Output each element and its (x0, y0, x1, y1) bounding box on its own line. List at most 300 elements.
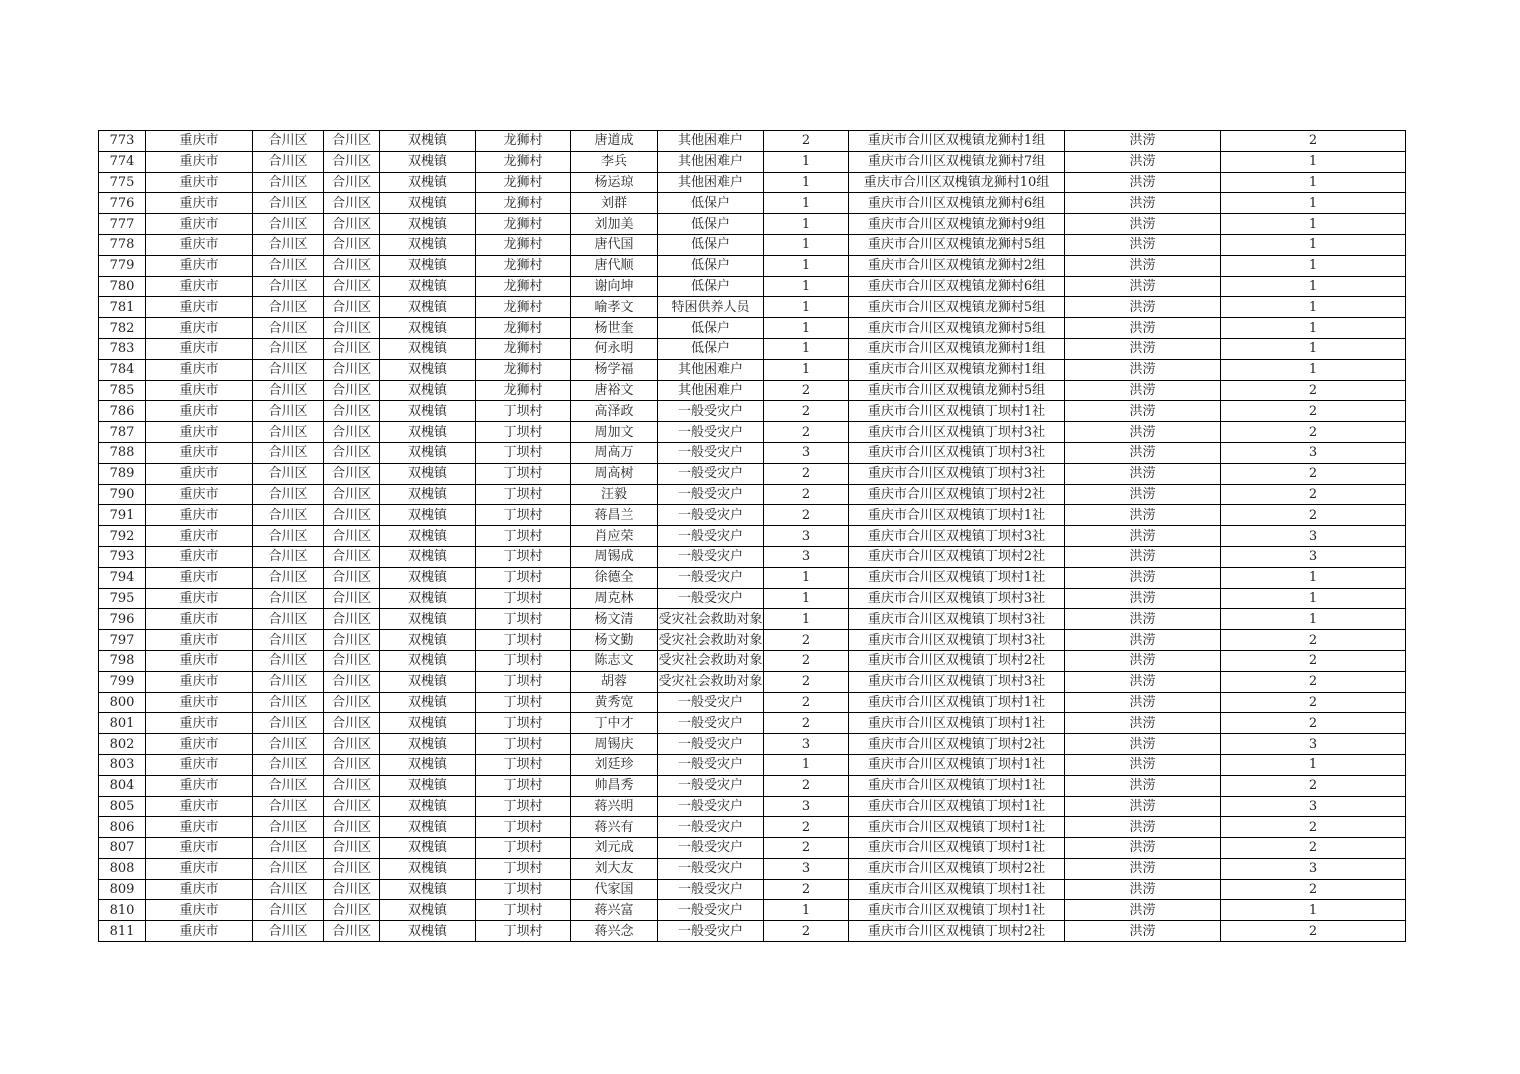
cell-city: 重庆市 (146, 775, 253, 796)
table-row (99, 234, 1406, 255)
cell-assisted-count: 1 (1221, 297, 1406, 318)
cell-household-type: 一般受灾户 (658, 546, 764, 567)
cell-town: 双槐镇 (380, 671, 476, 692)
cell-household-size: 1 (764, 359, 849, 380)
cell-row-number: 784 (99, 359, 146, 380)
cell-county: 合川区 (324, 380, 380, 401)
cell-district: 合川区 (253, 858, 324, 879)
cell-county: 合川区 (324, 255, 380, 276)
cell-assisted-count: 2 (1221, 879, 1406, 900)
cell-disaster-type: 洪涝 (1065, 588, 1221, 609)
cell-address: 重庆市合川区双槐镇龙狮村10组 (849, 172, 1065, 193)
cell-head-of-household: 周高树 (571, 463, 658, 484)
cell-disaster-type: 洪涝 (1065, 234, 1221, 255)
cell-district: 合川区 (253, 775, 324, 796)
cell-disaster-type: 洪涝 (1065, 754, 1221, 775)
cell-address: 重庆市合川区双槐镇丁坝村1社 (849, 401, 1065, 422)
cell-village: 丁坝村 (476, 692, 571, 713)
cell-household-size: 1 (764, 318, 849, 339)
cell-city: 重庆市 (146, 234, 253, 255)
cell-city: 重庆市 (146, 151, 253, 172)
cell-city: 重庆市 (146, 442, 253, 463)
cell-assisted-count: 1 (1221, 567, 1406, 588)
cell-city: 重庆市 (146, 650, 253, 671)
cell-address: 重庆市合川区双槐镇丁坝村3社 (849, 422, 1065, 443)
cell-household-type: 其他困难户 (658, 359, 764, 380)
cell-assisted-count: 1 (1221, 151, 1406, 172)
cell-town: 双槐镇 (380, 921, 476, 942)
cell-row-number: 785 (99, 380, 146, 401)
cell-household-size: 2 (764, 921, 849, 942)
table-row (99, 401, 1406, 422)
cell-assisted-count: 2 (1221, 650, 1406, 671)
table-row (99, 796, 1406, 817)
cell-disaster-type: 洪涝 (1065, 151, 1221, 172)
cell-district: 合川区 (253, 318, 324, 339)
cell-household-type: 低保户 (658, 255, 764, 276)
cell-town: 双槐镇 (380, 505, 476, 526)
cell-town: 双槐镇 (380, 234, 476, 255)
cell-head-of-household: 唐道成 (571, 131, 658, 152)
cell-address: 重庆市合川区双槐镇龙狮村6组 (849, 193, 1065, 214)
cell-address: 重庆市合川区双槐镇丁坝村1社 (849, 505, 1065, 526)
cell-village: 龙狮村 (476, 131, 571, 152)
cell-assisted-count: 1 (1221, 255, 1406, 276)
cell-district: 合川区 (253, 484, 324, 505)
cell-address: 重庆市合川区双槐镇龙狮村1组 (849, 131, 1065, 152)
table-row (99, 775, 1406, 796)
cell-row-number: 774 (99, 151, 146, 172)
cell-village: 龙狮村 (476, 297, 571, 318)
cell-address: 重庆市合川区双槐镇龙狮村5组 (849, 297, 1065, 318)
table-row (99, 318, 1406, 339)
cell-household-type: 低保户 (658, 234, 764, 255)
cell-village: 丁坝村 (476, 921, 571, 942)
cell-household-size: 2 (764, 422, 849, 443)
cell-disaster-type: 洪涝 (1065, 692, 1221, 713)
cell-county: 合川区 (324, 630, 380, 651)
cell-address: 重庆市合川区双槐镇龙狮村7组 (849, 151, 1065, 172)
cell-head-of-household: 刘廷珍 (571, 754, 658, 775)
cell-row-number: 810 (99, 900, 146, 921)
cell-county: 合川区 (324, 359, 380, 380)
cell-disaster-type: 洪涝 (1065, 526, 1221, 547)
cell-household-type: 受灾社会救助对象 (658, 671, 764, 692)
cell-household-size: 3 (764, 546, 849, 567)
cell-household-size: 1 (764, 255, 849, 276)
cell-village: 龙狮村 (476, 234, 571, 255)
cell-head-of-household: 蒋兴念 (571, 921, 658, 942)
cell-village: 丁坝村 (476, 505, 571, 526)
cell-village: 丁坝村 (476, 588, 571, 609)
cell-head-of-household: 胡蓉 (571, 671, 658, 692)
cell-household-size: 1 (764, 193, 849, 214)
cell-town: 双槐镇 (380, 401, 476, 422)
cell-household-size: 2 (764, 650, 849, 671)
cell-row-number: 789 (99, 463, 146, 484)
cell-head-of-household: 周锡成 (571, 546, 658, 567)
cell-disaster-type: 洪涝 (1065, 193, 1221, 214)
cell-district: 合川区 (253, 234, 324, 255)
cell-row-number: 782 (99, 318, 146, 339)
table-row (99, 817, 1406, 838)
cell-address: 重庆市合川区双槐镇丁坝村2社 (849, 858, 1065, 879)
table-row (99, 380, 1406, 401)
cell-head-of-household: 喻孝文 (571, 297, 658, 318)
cell-county: 合川区 (324, 526, 380, 547)
cell-county: 合川区 (324, 650, 380, 671)
cell-village: 丁坝村 (476, 671, 571, 692)
cell-household-type: 低保户 (658, 276, 764, 297)
cell-household-type: 低保户 (658, 214, 764, 235)
cell-disaster-type: 洪涝 (1065, 422, 1221, 443)
cell-town: 双槐镇 (380, 276, 476, 297)
cell-head-of-household: 杨运琼 (571, 172, 658, 193)
cell-head-of-household: 唐裕文 (571, 380, 658, 401)
cell-row-number: 790 (99, 484, 146, 505)
cell-district: 合川区 (253, 422, 324, 443)
cell-head-of-household: 周克林 (571, 588, 658, 609)
cell-assisted-count: 2 (1221, 713, 1406, 734)
cell-head-of-household: 何永明 (571, 338, 658, 359)
cell-disaster-type: 洪涝 (1065, 505, 1221, 526)
cell-household-type: 一般受灾户 (658, 692, 764, 713)
table-row (99, 650, 1406, 671)
cell-village: 丁坝村 (476, 442, 571, 463)
cell-household-type: 一般受灾户 (658, 713, 764, 734)
cell-head-of-household: 刘群 (571, 193, 658, 214)
cell-city: 重庆市 (146, 526, 253, 547)
cell-town: 双槐镇 (380, 380, 476, 401)
cell-county: 合川区 (324, 442, 380, 463)
cell-row-number: 798 (99, 650, 146, 671)
table-row (99, 546, 1406, 567)
cell-address: 重庆市合川区双槐镇丁坝村1社 (849, 775, 1065, 796)
cell-city: 重庆市 (146, 172, 253, 193)
cell-town: 双槐镇 (380, 255, 476, 276)
cell-address: 重庆市合川区双槐镇丁坝村3社 (849, 609, 1065, 630)
cell-household-size: 3 (764, 734, 849, 755)
cell-assisted-count: 3 (1221, 796, 1406, 817)
cell-household-size: 3 (764, 796, 849, 817)
cell-household-type: 一般受灾户 (658, 921, 764, 942)
cell-city: 重庆市 (146, 692, 253, 713)
cell-household-size: 2 (764, 775, 849, 796)
cell-district: 合川区 (253, 692, 324, 713)
cell-household-size: 3 (764, 442, 849, 463)
cell-address: 重庆市合川区双槐镇龙狮村5组 (849, 234, 1065, 255)
cell-city: 重庆市 (146, 817, 253, 838)
cell-village: 丁坝村 (476, 484, 571, 505)
cell-address: 重庆市合川区双槐镇龙狮村9组 (849, 214, 1065, 235)
cell-town: 双槐镇 (380, 775, 476, 796)
cell-county: 合川区 (324, 734, 380, 755)
cell-head-of-household: 肖应荣 (571, 526, 658, 547)
table-row (99, 422, 1406, 443)
cell-row-number: 811 (99, 921, 146, 942)
cell-row-number: 787 (99, 422, 146, 443)
cell-row-number: 783 (99, 338, 146, 359)
cell-village: 丁坝村 (476, 422, 571, 443)
cell-disaster-type: 洪涝 (1065, 838, 1221, 859)
cell-town: 双槐镇 (380, 817, 476, 838)
cell-row-number: 773 (99, 131, 146, 152)
cell-town: 双槐镇 (380, 172, 476, 193)
cell-row-number: 804 (99, 775, 146, 796)
cell-address: 重庆市合川区双槐镇龙狮村5组 (849, 318, 1065, 339)
cell-address: 重庆市合川区双槐镇丁坝村2社 (849, 921, 1065, 942)
table-row (99, 692, 1406, 713)
cell-district: 合川区 (253, 609, 324, 630)
cell-household-type: 一般受灾户 (658, 401, 764, 422)
cell-address: 重庆市合川区双槐镇龙狮村6组 (849, 276, 1065, 297)
cell-household-type: 其他困难户 (658, 380, 764, 401)
cell-assisted-count: 2 (1221, 380, 1406, 401)
cell-address: 重庆市合川区双槐镇丁坝村2社 (849, 484, 1065, 505)
cell-district: 合川区 (253, 713, 324, 734)
cell-district: 合川区 (253, 796, 324, 817)
cell-village: 丁坝村 (476, 650, 571, 671)
cell-village: 丁坝村 (476, 401, 571, 422)
cell-city: 重庆市 (146, 713, 253, 734)
cell-district: 合川区 (253, 131, 324, 152)
cell-village: 龙狮村 (476, 359, 571, 380)
cell-district: 合川区 (253, 193, 324, 214)
cell-household-size: 2 (764, 713, 849, 734)
table-row (99, 214, 1406, 235)
cell-disaster-type: 洪涝 (1065, 214, 1221, 235)
cell-household-type: 特困供养人员 (658, 297, 764, 318)
cell-head-of-household: 陈志文 (571, 650, 658, 671)
cell-assisted-count: 2 (1221, 131, 1406, 152)
cell-row-number: 776 (99, 193, 146, 214)
cell-assisted-count: 2 (1221, 775, 1406, 796)
cell-city: 重庆市 (146, 879, 253, 900)
cell-disaster-type: 洪涝 (1065, 630, 1221, 651)
table-row (99, 900, 1406, 921)
cell-head-of-household: 黄秀宽 (571, 692, 658, 713)
cell-household-size: 1 (764, 214, 849, 235)
cell-village: 丁坝村 (476, 900, 571, 921)
cell-town: 双槐镇 (380, 734, 476, 755)
cell-district: 合川区 (253, 650, 324, 671)
cell-household-size: 1 (764, 276, 849, 297)
cell-county: 合川区 (324, 692, 380, 713)
cell-address: 重庆市合川区双槐镇丁坝村1社 (849, 754, 1065, 775)
cell-county: 合川区 (324, 713, 380, 734)
cell-county: 合川区 (324, 609, 380, 630)
cell-row-number: 797 (99, 630, 146, 651)
cell-village: 龙狮村 (476, 151, 571, 172)
cell-household-type: 一般受灾户 (658, 484, 764, 505)
cell-household-type: 低保户 (658, 318, 764, 339)
cell-city: 重庆市 (146, 734, 253, 755)
cell-disaster-type: 洪涝 (1065, 255, 1221, 276)
cell-city: 重庆市 (146, 422, 253, 443)
cell-town: 双槐镇 (380, 858, 476, 879)
cell-county: 合川区 (324, 463, 380, 484)
cell-head-of-household: 刘加美 (571, 214, 658, 235)
cell-county: 合川区 (324, 838, 380, 859)
cell-head-of-household: 谢向坤 (571, 276, 658, 297)
cell-village: 龙狮村 (476, 318, 571, 339)
cell-row-number: 794 (99, 567, 146, 588)
cell-district: 合川区 (253, 442, 324, 463)
cell-city: 重庆市 (146, 214, 253, 235)
cell-household-type: 一般受灾户 (658, 879, 764, 900)
cell-city: 重庆市 (146, 131, 253, 152)
cell-city: 重庆市 (146, 671, 253, 692)
cell-disaster-type: 洪涝 (1065, 359, 1221, 380)
cell-town: 双槐镇 (380, 526, 476, 547)
cell-city: 重庆市 (146, 546, 253, 567)
cell-county: 合川区 (324, 546, 380, 567)
cell-disaster-type: 洪涝 (1065, 734, 1221, 755)
cell-city: 重庆市 (146, 921, 253, 942)
cell-household-size: 1 (764, 297, 849, 318)
cell-assisted-count: 1 (1221, 276, 1406, 297)
cell-disaster-type: 洪涝 (1065, 858, 1221, 879)
cell-district: 合川区 (253, 838, 324, 859)
cell-district: 合川区 (253, 671, 324, 692)
relief-roster-table (98, 130, 1406, 942)
cell-town: 双槐镇 (380, 422, 476, 443)
cell-district: 合川区 (253, 817, 324, 838)
cell-address: 重庆市合川区双槐镇丁坝村1社 (849, 879, 1065, 900)
cell-disaster-type: 洪涝 (1065, 567, 1221, 588)
cell-city: 重庆市 (146, 609, 253, 630)
cell-row-number: 802 (99, 734, 146, 755)
cell-row-number: 786 (99, 401, 146, 422)
cell-address: 重庆市合川区双槐镇丁坝村1社 (849, 713, 1065, 734)
cell-assisted-count: 3 (1221, 546, 1406, 567)
cell-head-of-household: 帅昌秀 (571, 775, 658, 796)
table-row (99, 588, 1406, 609)
cell-county: 合川区 (324, 588, 380, 609)
cell-village: 丁坝村 (476, 546, 571, 567)
table-row (99, 484, 1406, 505)
cell-household-size: 1 (764, 754, 849, 775)
table-row (99, 151, 1406, 172)
cell-assisted-count: 2 (1221, 484, 1406, 505)
cell-head-of-household: 蒋兴有 (571, 817, 658, 838)
cell-head-of-household: 唐代国 (571, 234, 658, 255)
cell-assisted-count: 1 (1221, 318, 1406, 339)
cell-household-size: 2 (764, 131, 849, 152)
cell-assisted-count: 2 (1221, 630, 1406, 651)
cell-county: 合川区 (324, 193, 380, 214)
table-row (99, 838, 1406, 859)
cell-city: 重庆市 (146, 318, 253, 339)
cell-city: 重庆市 (146, 567, 253, 588)
cell-household-size: 1 (764, 151, 849, 172)
cell-village: 丁坝村 (476, 713, 571, 734)
cell-disaster-type: 洪涝 (1065, 796, 1221, 817)
cell-village: 丁坝村 (476, 817, 571, 838)
cell-row-number: 775 (99, 172, 146, 193)
cell-district: 合川区 (253, 505, 324, 526)
cell-household-size: 2 (764, 692, 849, 713)
cell-household-type: 受灾社会救助对象 (658, 630, 764, 651)
cell-county: 合川区 (324, 172, 380, 193)
cell-village: 丁坝村 (476, 734, 571, 755)
cell-address: 重庆市合川区双槐镇丁坝村1社 (849, 838, 1065, 859)
cell-district: 合川区 (253, 754, 324, 775)
cell-head-of-household: 代家国 (571, 879, 658, 900)
cell-row-number: 807 (99, 838, 146, 859)
cell-district: 合川区 (253, 338, 324, 359)
cell-disaster-type: 洪涝 (1065, 297, 1221, 318)
table-row (99, 671, 1406, 692)
cell-city: 重庆市 (146, 193, 253, 214)
cell-town: 双槐镇 (380, 359, 476, 380)
cell-town: 双槐镇 (380, 193, 476, 214)
table-row (99, 131, 1406, 152)
cell-assisted-count: 1 (1221, 234, 1406, 255)
cell-town: 双槐镇 (380, 900, 476, 921)
cell-village: 丁坝村 (476, 609, 571, 630)
cell-address: 重庆市合川区双槐镇丁坝村1社 (849, 817, 1065, 838)
cell-row-number: 800 (99, 692, 146, 713)
cell-household-size: 2 (764, 630, 849, 651)
cell-town: 双槐镇 (380, 692, 476, 713)
cell-assisted-count: 1 (1221, 193, 1406, 214)
cell-county: 合川区 (324, 422, 380, 443)
cell-village: 丁坝村 (476, 796, 571, 817)
cell-disaster-type: 洪涝 (1065, 817, 1221, 838)
cell-row-number: 799 (99, 671, 146, 692)
cell-disaster-type: 洪涝 (1065, 671, 1221, 692)
cell-head-of-household: 李兵 (571, 151, 658, 172)
cell-county: 合川区 (324, 151, 380, 172)
cell-household-size: 2 (764, 505, 849, 526)
cell-household-type: 其他困难户 (658, 172, 764, 193)
cell-head-of-household: 周高万 (571, 442, 658, 463)
cell-assisted-count: 2 (1221, 505, 1406, 526)
cell-city: 重庆市 (146, 463, 253, 484)
cell-district: 合川区 (253, 567, 324, 588)
cell-household-type: 一般受灾户 (658, 796, 764, 817)
cell-household-size: 2 (764, 817, 849, 838)
cell-city: 重庆市 (146, 338, 253, 359)
cell-household-type: 一般受灾户 (658, 817, 764, 838)
cell-address: 重庆市合川区双槐镇龙狮村2组 (849, 255, 1065, 276)
cell-household-size: 1 (764, 234, 849, 255)
cell-village: 龙狮村 (476, 338, 571, 359)
cell-village: 丁坝村 (476, 526, 571, 547)
cell-district: 合川区 (253, 526, 324, 547)
table-row (99, 172, 1406, 193)
cell-city: 重庆市 (146, 401, 253, 422)
cell-row-number: 780 (99, 276, 146, 297)
cell-address: 重庆市合川区双槐镇龙狮村5组 (849, 380, 1065, 401)
cell-disaster-type: 洪涝 (1065, 900, 1221, 921)
cell-village: 丁坝村 (476, 567, 571, 588)
cell-assisted-count: 1 (1221, 214, 1406, 235)
cell-address: 重庆市合川区双槐镇丁坝村1社 (849, 692, 1065, 713)
cell-household-size: 1 (764, 567, 849, 588)
cell-town: 双槐镇 (380, 879, 476, 900)
cell-district: 合川区 (253, 734, 324, 755)
cell-county: 合川区 (324, 276, 380, 297)
table-row (99, 297, 1406, 318)
cell-town: 双槐镇 (380, 546, 476, 567)
cell-assisted-count: 3 (1221, 526, 1406, 547)
cell-assisted-count: 2 (1221, 422, 1406, 443)
cell-city: 重庆市 (146, 588, 253, 609)
cell-address: 重庆市合川区双槐镇丁坝村2社 (849, 650, 1065, 671)
cell-assisted-count: 2 (1221, 838, 1406, 859)
